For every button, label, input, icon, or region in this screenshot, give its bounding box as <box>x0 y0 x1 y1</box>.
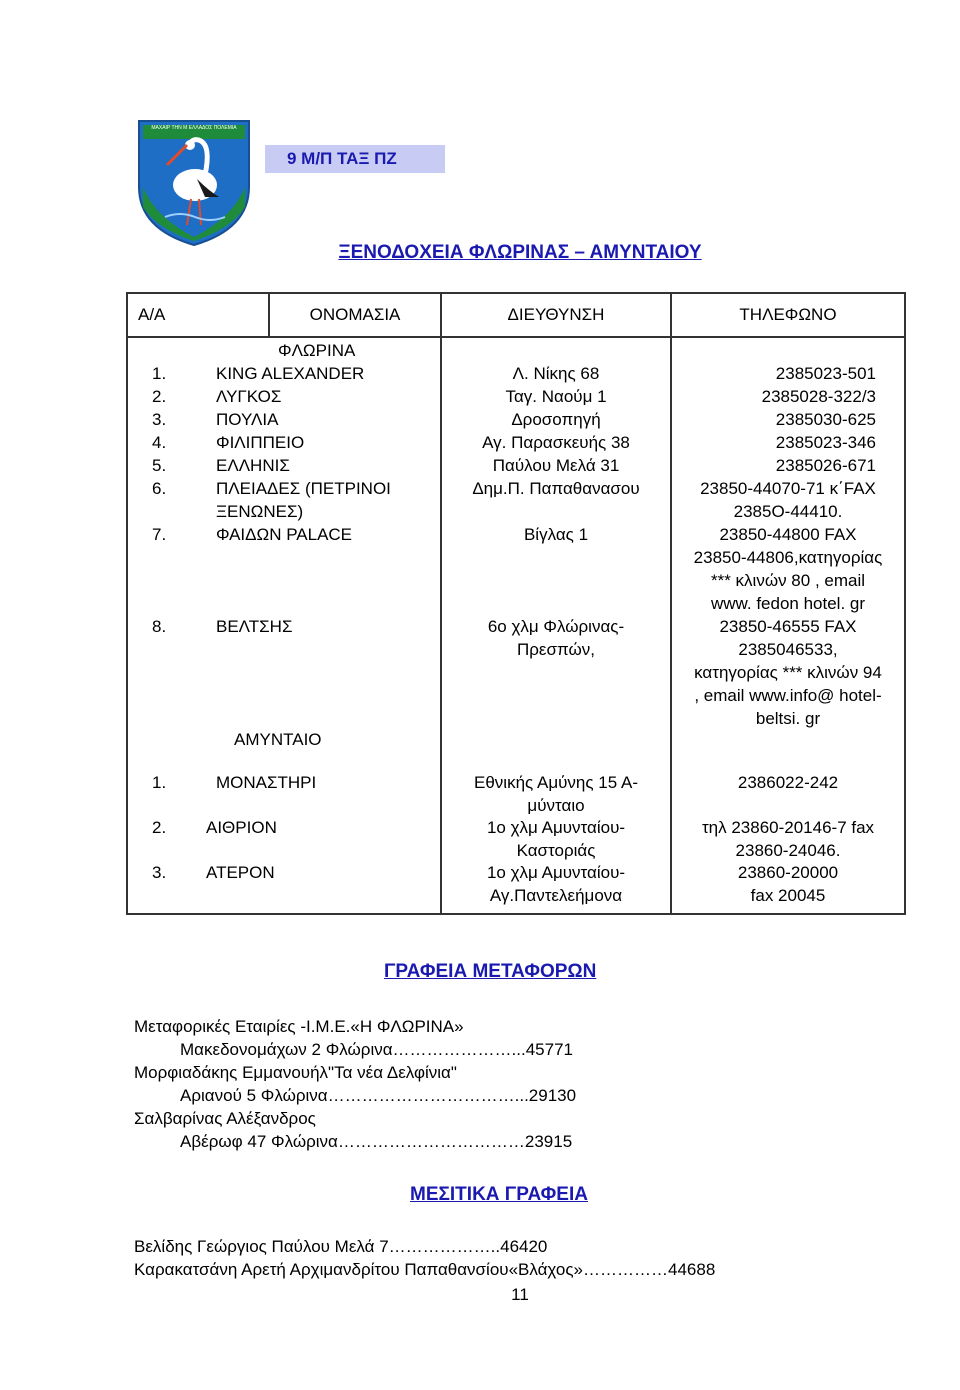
phone-cont: www. fedon hotel. gr <box>710 594 866 613</box>
phone-cont: 23850-44806,κατηγορίας <box>693 548 883 567</box>
address: 1ο χλμ Αμυνταίου- <box>486 863 626 882</box>
table-body-row <box>127 337 905 914</box>
header-no: Α/Α <box>127 293 269 337</box>
name-column <box>127 337 441 914</box>
hotel-name: ΛΥΓΚΟΣ <box>216 387 282 406</box>
address: Δημ.Π. Παπαθανασου <box>472 479 640 498</box>
header-address: ΔΙΕΥΘΥΝΣΗ <box>441 293 671 337</box>
row-no: 2. <box>152 387 167 406</box>
phone-cont: *** κλινών 80 , email <box>710 571 866 590</box>
header-phone: ΤΗΛΕΦΩΝΟ <box>671 293 905 337</box>
address: Ταγ. Ναούμ 1 <box>505 387 607 406</box>
page-title: ΞΕΝΟΔΟΧΕΙΑ ΦΛΩΡΙΝΑΣ – ΑΜΥΝΤΑΙΟΥ <box>338 242 702 263</box>
phone-cont: 2385046533, <box>738 640 838 659</box>
realestate-line: Καρακατσάνη Αρετή Αρχιμανδρίτου Παπαθανσίου«Βλάχος»……………44688 <box>134 1260 716 1279</box>
transport-line: Μορφιαδάκης Εμμανουήλ"Τα νέα Δελφίνια" <box>134 1063 457 1082</box>
address-cont: Αγ.Παντελεήμονα <box>489 886 623 905</box>
row-no: 2. <box>152 818 167 837</box>
hotel-name: ΜΟΝΑΣΤΗΡΙ <box>216 773 317 792</box>
transport-line: Μακεδονομάχων 2 Φλώρινα…………………...45771 <box>180 1040 574 1059</box>
phone: τηλ 23860-20146-7 fax <box>701 818 875 837</box>
address: Βίγλας 1 <box>523 525 589 544</box>
address: 6ο χλμ Φλώρινας- <box>487 617 625 636</box>
hotel-name-cont: ΞΕΝΩΝΕΣ) <box>216 502 304 521</box>
hotel-name: ΦΙΛΙΠΠΕΙΟ <box>216 433 305 452</box>
address: Παύλου Μελά 31 <box>492 456 620 475</box>
phone: 2385023-501 <box>775 364 876 383</box>
transport-line: Σαλβαρίνας Αλέξανδρος <box>134 1109 316 1128</box>
address: 1ο χλμ Αμυνταίου- <box>486 818 626 837</box>
unit-label: 9 Μ/Π ΤΑΞ ΠΖ <box>265 145 445 173</box>
phone-cont: , email www.info@ hotel- <box>694 686 882 705</box>
hotel-name: ΠΟΥΛΙΑ <box>216 410 279 429</box>
hotel-name: ΠΛΕΙΑΔΕΣ (ΠΕΤΡΙΝΟΙ <box>216 479 391 498</box>
phone: 2385023-346 <box>775 433 876 452</box>
phone: 23850-46555 FAX <box>719 617 857 636</box>
address: Εθνικής Αμύνης 15 Α- <box>474 773 638 792</box>
hotel-name: ΕΛΛΗΝΙΣ <box>216 456 290 475</box>
phone: 23850-44800 FAX <box>719 525 857 544</box>
section-florina: ΦΛΩΡΙΝΑ <box>278 341 356 360</box>
row-no: 3. <box>152 410 167 429</box>
unit-crest <box>135 117 253 247</box>
crest-text: ΜΑΧΑΙΡ ΤΗΝ Μ ΕΛΛΑΔΟΣ ΠΟΛΕΜΙΑ <box>151 125 237 131</box>
row-no: 5. <box>152 456 167 475</box>
phone: 23860-20000 <box>737 863 839 882</box>
address-cont: Καστοριάς <box>516 841 596 860</box>
transport-line: Αριανού 5 Φλώρινα……………………………...29130 <box>180 1086 577 1105</box>
address-cont: μύνταιο <box>527 796 585 815</box>
row-no: 8. <box>152 617 167 636</box>
phone-cont: κατηγορίας *** κλινών 94 <box>694 663 882 682</box>
transport-heading: ΓΡΑΦΕΙΑ ΜΕΤΑΦΟΡΩΝ <box>384 961 597 982</box>
row-no: 4. <box>152 433 167 452</box>
phone: 2386022-242 <box>737 773 839 792</box>
phone-cont: 23860-24046. <box>735 841 841 860</box>
row-no: 1. <box>152 364 167 383</box>
address-column <box>441 337 671 914</box>
phone-cont: beltsi. gr <box>755 709 821 728</box>
transport-line: Αβέρωφ 47 Φλώρινα……………………………23915 <box>180 1132 573 1151</box>
phone-cont: 2385O-44410. <box>733 502 843 521</box>
table-header-row <box>127 293 905 337</box>
phone: 2385030-625 <box>775 410 876 429</box>
hotel-name: KING ALEXANDER <box>216 364 365 383</box>
page-number: 11 <box>511 1285 529 1304</box>
row-no: 7. <box>152 525 167 544</box>
stork-crest-icon <box>135 117 253 247</box>
header-name: ΟΝΟΜΑΣΙΑ <box>269 293 441 337</box>
address-cont: Πρεσπών, <box>516 640 595 659</box>
phone-cont: fax 20045 <box>750 886 826 905</box>
hotel-name: ΑΙΘΡΙΟΝ <box>206 818 277 837</box>
phone: 2385026-671 <box>775 456 876 475</box>
phone: 2385028-322/3 <box>761 387 876 406</box>
row-no: 1. <box>152 773 167 792</box>
section-amyntaio: ΑΜΥΝΤΑΙΟ <box>234 730 322 749</box>
row-no: 3. <box>152 863 167 882</box>
row-no: 6. <box>152 479 167 498</box>
hotels-table <box>126 292 906 915</box>
address: Αγ. Παρασκευής 38 <box>482 433 630 452</box>
hotel-name: ΒΕΛΤΣΗΣ <box>216 617 293 636</box>
realestate-heading: ΜΕΣΙΤΙΚΑ ΓΡΑΦΕΙΑ <box>410 1184 588 1205</box>
phone-column <box>671 337 905 914</box>
transport-line: Μεταφορικές Εταιρίες -Ι.Μ.Ε.«Η ΦΛΩΡΙΝΑ» <box>134 1017 464 1036</box>
phone: 23850-44070-71 κ΄FAX <box>700 479 876 498</box>
hotel-name: ΑΤΕΡΟΝ <box>206 863 275 882</box>
realestate-line: Βελίδης Γεώργιος Παύλου Μελά 7………………..46420 <box>134 1237 548 1256</box>
address: Λ. Νίκης 68 <box>512 364 600 383</box>
address: Δροσοπηγή <box>511 410 601 429</box>
hotel-name: ΦΑΙΔΩΝ PALACE <box>216 525 353 544</box>
